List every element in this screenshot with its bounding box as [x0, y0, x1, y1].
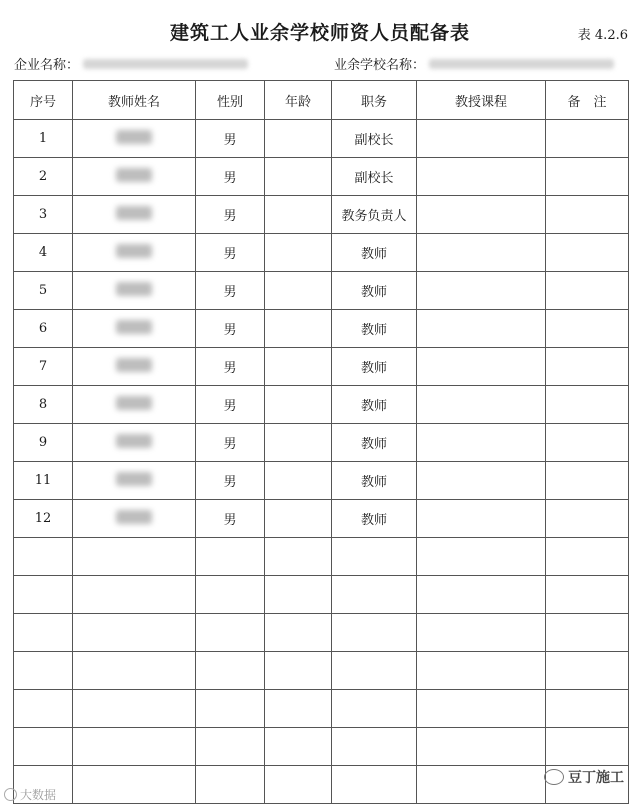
cell-no: 9 — [14, 424, 73, 462]
cell-position: 教师 — [332, 272, 417, 310]
cell-course — [417, 386, 546, 424]
cell-age — [265, 272, 332, 310]
cell-gender: 男 — [196, 462, 265, 500]
redacted-name — [116, 206, 152, 220]
cell-no: 1 — [14, 120, 73, 158]
empty-row — [14, 576, 629, 614]
redacted-name — [116, 282, 152, 296]
cell-gender: 男 — [196, 158, 265, 196]
cell-position: 教师 — [332, 310, 417, 348]
empty-cell — [546, 728, 629, 766]
cell-course — [417, 272, 546, 310]
empty-cell — [196, 690, 265, 728]
header-gender: 性别 — [196, 81, 265, 120]
empty-cell — [196, 766, 265, 804]
watermark-right: 豆丁施工 — [544, 767, 624, 787]
cell-age — [265, 158, 332, 196]
cell-teacher-name — [73, 386, 196, 424]
empty-cell — [332, 576, 417, 614]
empty-cell — [265, 614, 332, 652]
cell-age — [265, 462, 332, 500]
cell-age — [265, 386, 332, 424]
cell-age — [265, 424, 332, 462]
empty-row — [14, 766, 629, 804]
cell-remarks — [546, 120, 629, 158]
table-body — [14, 120, 629, 804]
empty-cell — [73, 766, 196, 804]
empty-cell — [265, 538, 332, 576]
cell-gender: 男 — [196, 424, 265, 462]
cell-gender: 男 — [196, 310, 265, 348]
cell-course — [417, 348, 546, 386]
cell-remarks — [546, 462, 629, 500]
cell-position: 教师 — [332, 424, 417, 462]
table-row — [14, 120, 629, 158]
header-remarks: 备 注 — [546, 81, 629, 120]
cell-remarks — [546, 272, 629, 310]
cell-gender: 男 — [196, 272, 265, 310]
empty-cell — [196, 614, 265, 652]
cell-position: 教师 — [332, 386, 417, 424]
cell-no: 11 — [14, 462, 73, 500]
cell-age — [265, 196, 332, 234]
empty-cell — [332, 728, 417, 766]
table-row — [14, 424, 629, 462]
empty-cell — [14, 614, 73, 652]
empty-cell — [265, 690, 332, 728]
empty-cell — [546, 576, 629, 614]
empty-cell — [332, 538, 417, 576]
empty-cell — [417, 538, 546, 576]
empty-cell — [546, 690, 629, 728]
empty-cell — [417, 728, 546, 766]
cell-teacher-name — [73, 424, 196, 462]
redacted-name — [116, 244, 152, 258]
cell-course — [417, 500, 546, 538]
table-row — [14, 196, 629, 234]
cell-remarks — [546, 158, 629, 196]
company-name-label: 企业名称： — [14, 58, 80, 73]
empty-cell — [332, 652, 417, 690]
cell-position: 教师 — [332, 234, 417, 272]
empty-cell — [332, 690, 417, 728]
table-number: 表 4.2.6 — [577, 28, 628, 43]
empty-cell — [14, 576, 73, 614]
empty-row — [14, 652, 629, 690]
empty-cell — [265, 576, 332, 614]
cell-course — [417, 196, 546, 234]
table-row — [14, 310, 629, 348]
cell-position: 教师 — [332, 348, 417, 386]
table-row — [14, 158, 629, 196]
cell-position: 副校长 — [332, 120, 417, 158]
cell-no: 3 — [14, 196, 73, 234]
cell-gender: 男 — [196, 196, 265, 234]
cell-position: 教师 — [332, 462, 417, 500]
redacted-name — [116, 320, 152, 334]
cell-remarks — [546, 500, 629, 538]
empty-cell — [265, 728, 332, 766]
table-row — [14, 386, 629, 424]
document-title: 建筑工人业余学校师资人员配备表 — [169, 22, 470, 44]
camera-icon — [4, 788, 17, 801]
table-row — [14, 500, 629, 538]
empty-cell — [417, 766, 546, 804]
empty-cell — [14, 728, 73, 766]
table-header-row — [14, 81, 629, 120]
empty-cell — [73, 538, 196, 576]
cell-age — [265, 500, 332, 538]
school-name-field — [334, 54, 614, 73]
empty-cell — [73, 614, 196, 652]
empty-row — [14, 614, 629, 652]
header-no: 序号 — [14, 81, 73, 120]
empty-cell — [196, 652, 265, 690]
redacted-name — [116, 168, 152, 182]
cell-no: 8 — [14, 386, 73, 424]
cell-age — [265, 348, 332, 386]
cell-position: 教务负责人 — [332, 196, 417, 234]
cell-teacher-name — [73, 234, 196, 272]
cell-no: 12 — [14, 500, 73, 538]
redacted-name — [116, 510, 152, 524]
cell-teacher-name — [73, 272, 196, 310]
empty-row — [14, 728, 629, 766]
cell-remarks — [546, 234, 629, 272]
cell-no: 7 — [14, 348, 73, 386]
empty-cell — [14, 538, 73, 576]
empty-cell — [332, 614, 417, 652]
cell-gender: 男 — [196, 500, 265, 538]
redacted-name — [116, 434, 152, 448]
header-teacher-name: 教师姓名 — [73, 81, 196, 120]
school-name-redacted — [429, 59, 614, 69]
redacted-name — [116, 396, 152, 410]
empty-cell — [196, 576, 265, 614]
empty-cell — [265, 766, 332, 804]
cell-no: 5 — [14, 272, 73, 310]
cell-teacher-name — [73, 196, 196, 234]
wechat-icon — [544, 769, 564, 785]
cell-teacher-name — [73, 158, 196, 196]
empty-cell — [546, 614, 629, 652]
redacted-name — [116, 358, 152, 372]
cell-course — [417, 158, 546, 196]
header-position: 职务 — [332, 81, 417, 120]
cell-position: 教师 — [332, 500, 417, 538]
cell-gender: 男 — [196, 386, 265, 424]
watermark-left: 大数据 — [4, 786, 56, 803]
cell-age — [265, 234, 332, 272]
cell-position: 副校长 — [332, 158, 417, 196]
cell-teacher-name — [73, 500, 196, 538]
cell-teacher-name — [73, 120, 196, 158]
company-name-field — [14, 54, 248, 73]
empty-cell — [73, 652, 196, 690]
cell-remarks — [546, 348, 629, 386]
cell-remarks — [546, 196, 629, 234]
cell-teacher-name — [73, 310, 196, 348]
header-age: 年龄 — [265, 81, 332, 120]
cell-course — [417, 234, 546, 272]
empty-cell — [265, 652, 332, 690]
cell-course — [417, 462, 546, 500]
empty-cell — [73, 728, 196, 766]
school-name-label: 业余学校名称： — [334, 58, 426, 73]
cell-course — [417, 120, 546, 158]
empty-cell — [546, 538, 629, 576]
cell-gender: 男 — [196, 120, 265, 158]
cell-course — [417, 424, 546, 462]
staff-table — [13, 80, 629, 804]
table-row — [14, 348, 629, 386]
cell-no: 6 — [14, 310, 73, 348]
empty-cell — [196, 538, 265, 576]
cell-no: 2 — [14, 158, 73, 196]
cell-no: 4 — [14, 234, 73, 272]
cell-remarks — [546, 424, 629, 462]
company-name-redacted — [83, 59, 248, 69]
cell-remarks — [546, 386, 629, 424]
empty-cell — [417, 614, 546, 652]
table-row — [14, 234, 629, 272]
redacted-name — [116, 472, 152, 486]
empty-cell — [417, 690, 546, 728]
cell-teacher-name — [73, 348, 196, 386]
empty-row — [14, 538, 629, 576]
empty-cell — [417, 576, 546, 614]
cell-teacher-name — [73, 462, 196, 500]
table-row — [14, 272, 629, 310]
cell-course — [417, 310, 546, 348]
empty-cell — [14, 690, 73, 728]
empty-cell — [73, 576, 196, 614]
empty-cell — [546, 652, 629, 690]
empty-cell — [417, 652, 546, 690]
empty-row — [14, 690, 629, 728]
cell-gender: 男 — [196, 348, 265, 386]
table-row — [14, 462, 629, 500]
cell-age — [265, 310, 332, 348]
header-course: 教授课程 — [417, 81, 546, 120]
empty-cell — [14, 652, 73, 690]
empty-cell — [332, 766, 417, 804]
redacted-name — [116, 130, 152, 144]
cell-remarks — [546, 310, 629, 348]
cell-age — [265, 120, 332, 158]
empty-cell — [73, 690, 196, 728]
cell-gender: 男 — [196, 234, 265, 272]
empty-cell — [196, 728, 265, 766]
